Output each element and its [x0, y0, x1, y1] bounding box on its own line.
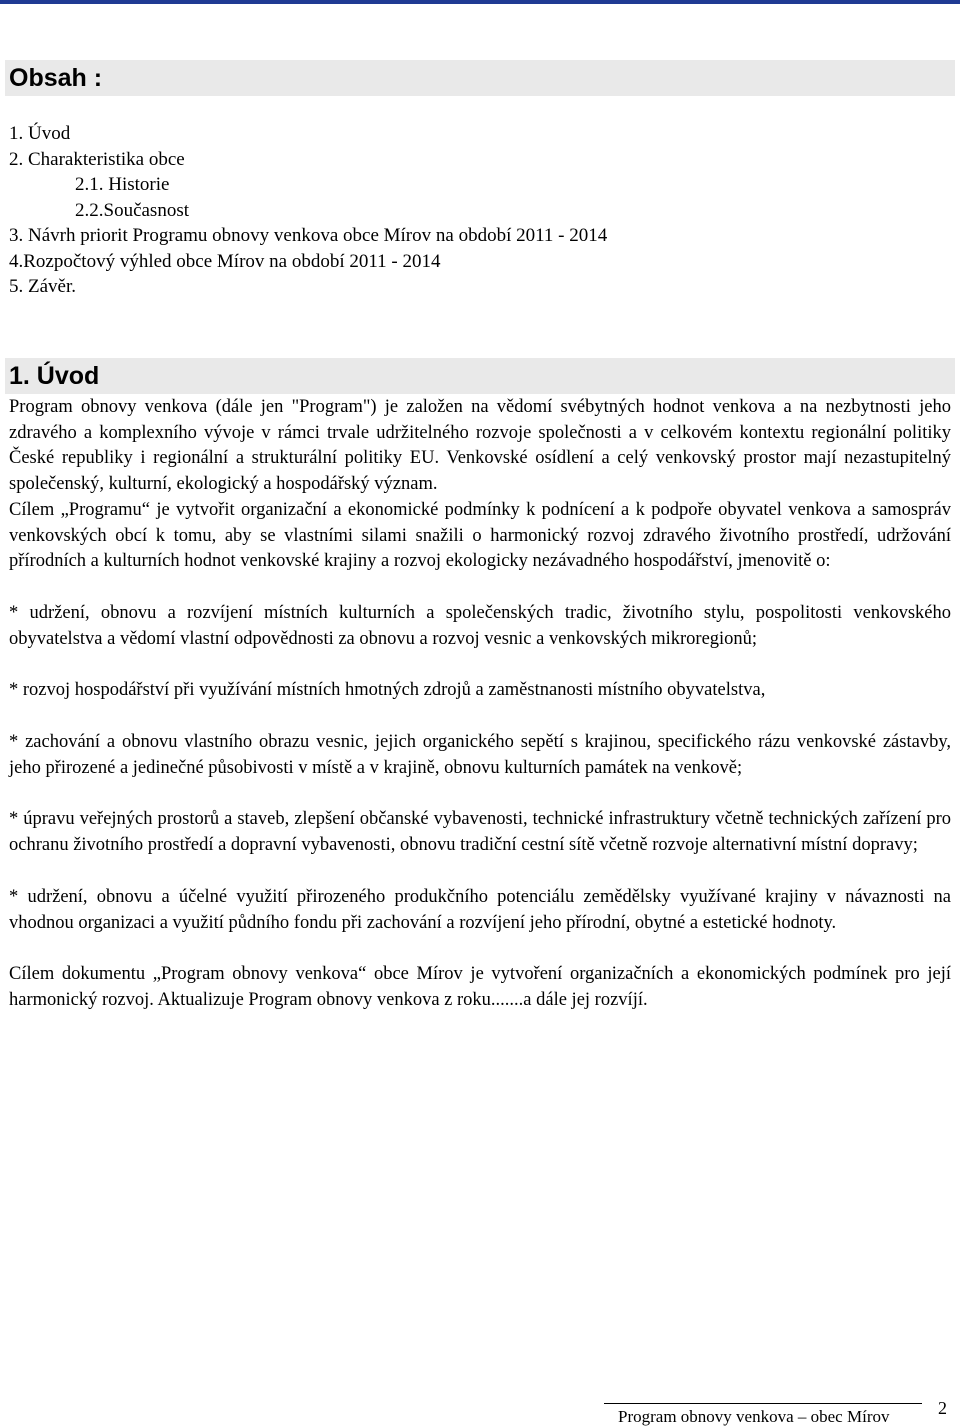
page-number: 2	[938, 1398, 947, 1418]
toc-item[interactable]: 3. Návrh priorit Programu obnovy venkova obce Mírov na období 2011 - 2014	[9, 225, 608, 246]
bullet-item: * udržení, obnovu a rozvíjení místních kulturních a společenských tradic, životního stylu, pospolitosti venkovského obyvatelstva a vědomí vlastní odpovědnosti za obnovu a rozvoj vesnic a venkovských mikroregionů;	[9, 602, 951, 649]
bullet-item: * rozvoj hospodářství při využívání místních hmotných zdrojů a zaměstnanosti místního obyvatelstva,	[9, 680, 766, 701]
bullet-item: * zachování a obnovu vlastního obrazu vesnic, jejich organického sepětí s krajinou, specifického rázu venkovské zástavby, jeho přirozené a jedinečné působivosti v místě a v krajině, obnovu kulturních památek na venkově;	[9, 732, 951, 778]
section-body	[9, 395, 951, 1014]
toc-item[interactable]: 4.Rozpočtový výhled obce Mírov na období 2011 - 2014	[9, 250, 441, 272]
closing-paragraph: Cílem dokumentu „Program obnovy venkova“ obce Mírov je vytvoření organizačních a ekonomických podmínek pro její harmonický rozvoj. Aktualizuje Program obnovy venkova z roku.......a dále jej rozvíjí.	[9, 964, 951, 1010]
toc-item[interactable]: 2.2.Současnost	[75, 199, 189, 221]
footer-text: Program obnovy venkova – obec Mírov	[618, 1407, 890, 1426]
toc-item[interactable]: 5. Závěr.	[9, 276, 77, 297]
section-heading-uvod: 1. Úvod	[5, 358, 955, 394]
bullet-item: * udržení, obnovu a účelné využití přirozeného produkčního potenciálu zemědělsky využívané krajiny v návaznosti na vhodnou organizaci a využití půdního fondu při zachování a rozvíjení jeho přírodní, obytné a estetické hodnoty.	[9, 886, 951, 933]
toc-heading: Obsah :	[5, 60, 955, 96]
top-rule	[0, 0, 960, 4]
toc-item[interactable]: 1. Úvod	[9, 123, 71, 144]
footer-rule	[604, 1403, 922, 1404]
goal-paragraph: Cílem „Programu“ je vytvořit organizační a ekonomické podmínky k podnícení a k podpoře obyvatel venkova a samospráv venkovských obcí k tomu, aby se vlastními silami snažili o harmonický rozvoj zdravého životního prostředí, udržování přírodních a kulturních hodnot venkovské krajiny a rozvoj ekologicky nezávadného hospodářství, jmenovitě o:	[9, 499, 951, 572]
toc-item[interactable]: 2.1. Historie	[75, 174, 170, 195]
intro-paragraph: Program obnovy venkova (dále jen "Program") je založen na vědomí svébytných hodnot venkova a na nezbytnosti jeho zdravého a komplexního vývoje v rámci trvale udržitelného rozvoje společnosti a v celkovém kontextu regionální politiky České republiky i regionální a strukturální politiky EU. Venkovské osídlení a celý venkovský prostor mají nezastupitelný společenský, kulturní, ekologický a hospodářský význam.	[9, 397, 951, 495]
table-of-contents	[9, 121, 607, 300]
bullet-item: * úpravu veřejných prostorů a staveb, zlepšení občanské vybavenosti, technické infrastruktury včetně technických zařízení pro ochranu životního prostředí a dopravní vybavenosti, obnovu tradiční cestní sítě včetně rozvoje alternativní místní dopravy;	[9, 809, 951, 856]
toc-item[interactable]: 2. Charakteristika obce	[9, 148, 185, 170]
